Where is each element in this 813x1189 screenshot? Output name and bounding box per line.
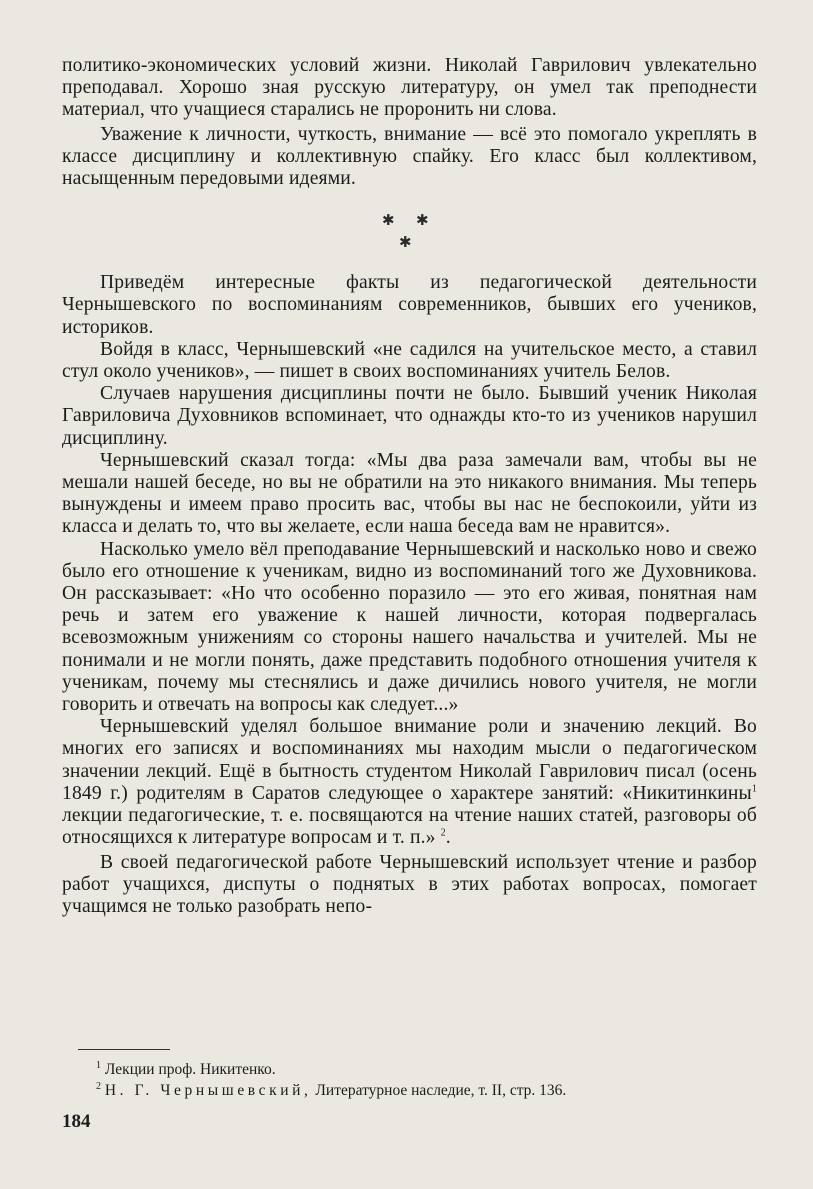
footnote-author-2: Н. Г. Чернышевский,: [104, 1082, 312, 1099]
footnote-mark-1: 1: [96, 1059, 101, 1071]
paragraph-8-end: лекции педагогические, т. е. посвящаются на чтение наших статей, разговоры об относящихся к литературе вопросам и т. п.»: [62, 805, 757, 849]
footnote-divider: [78, 1049, 170, 1050]
paragraph-5: Случаев нарушения дисциплины почти не было. Бывший ученик Николая Гавриловича Духовников вспоминает, что однажды кто-то из учеников нарушил дисциплину.: [62, 383, 757, 449]
paragraph-4: Войдя в класс, Чернышевский «не садился на учительское место, а ставил стул около учеников», — пишет в своих воспоминаниях учитель Белов.: [62, 338, 757, 383]
footnote-mark-2: 2: [96, 1080, 101, 1092]
asterisk: ✱: [382, 213, 395, 230]
asterisk: ✱: [416, 213, 429, 230]
footnote-2: [96, 1080, 736, 1101]
footnote-ref-2[interactable]: 2: [440, 827, 446, 839]
footnote-1: [96, 1059, 736, 1080]
main-text: [62, 55, 757, 918]
footnotes: [96, 1059, 736, 1101]
paragraph-8: Чернышевский уделял большое внимание роли и значению лекций. Во многих его записях и воспоминаниях мы находим мысли о педагогическом значении лекций. Ещё в бытность студентом Николай Гаврилович писал (осень 1849 г.) родителям в Саратов следующее о характере занятий: «Никитинкины$^1$ лекции педагогические, т. е. посвящаются на чтение наших статей, разговоры об относящихся к литературе вопросам и т. п.» $^2$.: [62, 716, 757, 849]
footnote-text-1: Лекции проф. Никитенко.: [104, 1061, 276, 1078]
paragraph-6: Чернышевский сказал тогда: «Мы два раза замечали вам, чтобы вы не мешали нашей беседе, но вы не обратили на это никакого внимания. Мы теперь вынуждены и имеем право просить вас, чтобы вы нас не беспокоили, уйти из класса и делать то, что вы желаете, если наша беседа вам не нравится».: [62, 449, 757, 538]
asterisk: ✱: [399, 235, 412, 252]
paragraph-2: Уважение к личности, чуткость, внимание — всё это помогало укреплять в классе дисциплину и коллективную спайку. Его класс был коллективом, насыщенным передовыми идеями.: [62, 123, 757, 190]
paragraph-7: Насколько умело вёл преподавание Чернышевский и насколько ново и свежо было его отношение к ученикам, видно из воспоминаний того же Духовникова. Он рассказывает: «Но что особенно поразило — это его живая, понятная нам речь и затем его уважение к нашей личности, которая подвергалась всевозможным унижениям со стороны нашего начальства и учителей. Мы не понимали и не могли понять, даже представить подобного отношения учителя к ученикам, почему мы стеснялись и даже дичились нового учителя, не могли говорить и отвечать на вопросы как следует...»: [62, 538, 757, 716]
paragraph-8-start: Чернышевский уделял большое внимание роли и значению лекций. Во многих его записях и воспоминаниях мы находим мысли о педагогическом значении лекций. Ещё в бытность студентом Николай Гаврилович писал (осень 1849 г.) родителям в Саратов следующее о характере занятий: «Никитинкины: [62, 716, 757, 804]
paragraph-9: В своей педагогической работе Чернышевский использует чтение и разбор работ учащихся, диспуты о поднятых в этих работах вопросах, помогает учащимся не только разобрать непо-: [62, 851, 757, 917]
page-number: 184: [62, 1111, 91, 1132]
footnote-text-2: Литературное наследие, т. II, стр. 136.: [315, 1082, 567, 1099]
paragraph-3: Приведём интересные факты из педагогической деятельности Чернышевского по воспоминаниям современников, бывших его учеников, историков.: [62, 272, 757, 338]
footnote-ref-1[interactable]: 1: [751, 783, 757, 795]
paragraph-1: политико-экономических условий жизни. Николай Гаврилович увлекательно преподавал. Хорошо зная русскую литературу, он умел так преподнести материал, что учащиеся старались не проронить ни слова.: [62, 55, 757, 121]
section-separator: [62, 194, 757, 272]
